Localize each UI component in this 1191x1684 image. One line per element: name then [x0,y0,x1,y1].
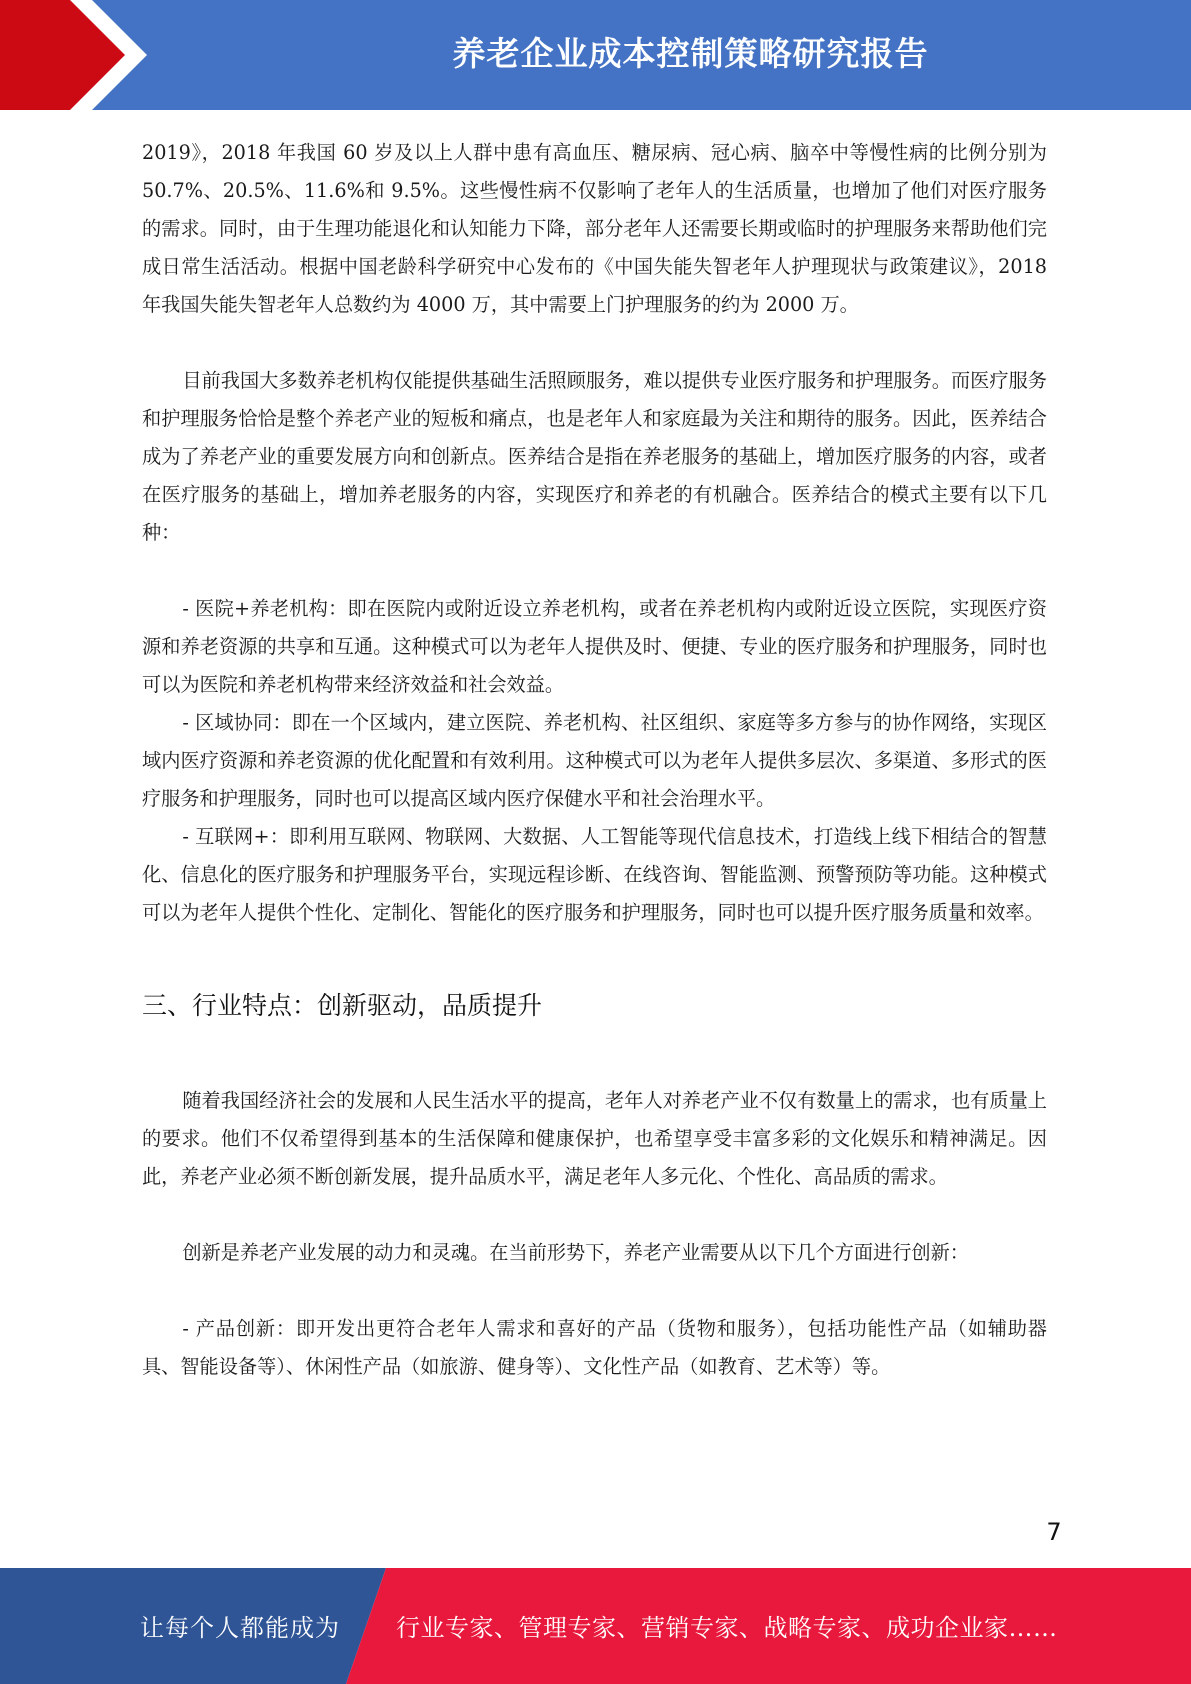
document-title: 养老企业成本控制策略研究报告 [452,34,929,73]
footer-slogan-left: 让每个人都能成为 [140,1614,340,1642]
list-item-internet-plus: - 互联网+：即利用互联网、物联网、大数据、人工智能等现代信息技术，打造线上线下相结合的智慧化、信息化的医疗服务和护理服务平台，实现远程诊断、在线咨询、智能监测、预警预防等功能。这种模式可以为老年人提供个性化、定制化、智能化的医疗服务和护理服务，同时也可以提升医疗服务质量和效率。 [142,825,1047,924]
paragraph-medical-elderly-care: 目前我国大多数养老机构仅能提供基础生活照顾服务，难以提供专业医疗服务和护理服务。而医疗服务和护理服务恰恰是整个养老产业的短板和痛点，也是老年人和家庭最为关注和期待的服务。因此，医养结合成为了养老产业的重要发展方向和创新点。医养结合是指在养老服务的基础上，增加医疗服务的内容，或者在医疗服务的基础上，增加养老服务的内容，实现医疗和养老的有机融合。医养结合的模式主要有以下几种： [142,369,1047,544]
page-number: 7 [1046,1518,1062,1546]
list-item-hospital-elderly-institution: - 医院+养老机构：即在医院内或附近设立养老机构，或者在养老机构内或附近设立医院，实现医疗资源和养老资源的共享和互通。这种模式可以为老年人提供及时、便捷、专业的医疗服务和护理服务，同时也可以为医院和养老机构带来经济效益和社会效益。 [142,597,1047,696]
paragraph-innovation-intro: 创新是养老产业发展的动力和灵魂。在当前形势下，养老产业需要从以下几个方面进行创新： [182,1241,969,1264]
page-footer [0,1568,1191,1684]
list-item-product-innovation: - 产品创新：即开发出更符合老年人需求和喜好的产品（货物和服务），包括功能性产品（如辅助器具、智能设备等）、休闲性产品（如旅游、健身等）、文化性产品（如教育、艺术等）等。 [142,1317,1047,1378]
paragraph-chronic-disease-stats: 2019》，2018 年我国 60 岁及以上人群中患有高血压、糖尿病、冠心病、脑卒中等慢性病的比例分别为 50.7%、20.5%、11.6%和 9.5%。这些慢性病不仅影响了老年人的生活质量，也增加了他们对医疗服务的需求。同时，由于生理功能退化和认知能力下降，部分老年人还需要长期或临时的护理服务来帮助他们完成日常生活活动。根据中国老龄科学研究中心发布的《中国失能失智老年人护理现状与政策建议》，2018 年我国失能失智老年人总数约为 4000 万，其中需要上门护理服务的约为 2000 万。 [142,141,1047,316]
section-heading: 三、行业特点：创新驱动，品质提升 [142,991,543,1020]
list-item-regional-collaboration: - 区域协同：即在一个区域内，建立医院、养老机构、社区组织、家庭等多方参与的协作网络，实现区域内医疗资源和养老资源的优化配置和有效利用。这种模式可以为老年人提供多层次、多渠道、多形式的医疗服务和护理服务，同时也可以提高区域内医疗保健水平和社会治理水平。 [142,711,1047,810]
header-chevron-decoration [0,0,170,110]
paragraph-quality-demand: 随着我国经济社会的发展和人民生活水平的提高，老年人对养老产业不仅有数量上的需求，也有质量上的要求。他们不仅希望得到基本的生活保障和健康保护，也希望享受丰富多彩的文化娱乐和精神满足。因此，养老产业必须不断创新发展，提升品质水平，满足老年人多元化、个性化、高品质的需求。 [142,1089,1047,1188]
footer-slogan-right: 行业专家、管理专家、营销专家、战略专家、成功企业家…… [396,1614,1058,1642]
page-body [142,134,1047,1386]
page-header [0,0,1191,110]
